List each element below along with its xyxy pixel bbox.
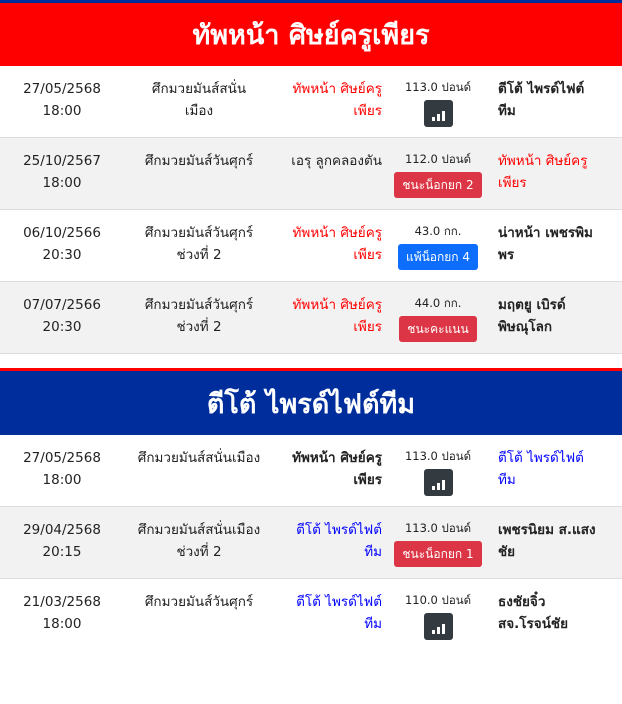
- fighter-section-2: [0, 368, 622, 651]
- fighter-right[interactable]: ธงชัยจิ๋ว สจ.โรจน์ชัย: [498, 594, 568, 632]
- weight-label: 44.0 กก.: [414, 296, 462, 310]
- fighter-left[interactable]: เอรุ ลูกคลองตัน: [291, 153, 382, 169]
- stats-button[interactable]: [424, 469, 453, 496]
- fighter-left[interactable]: ทัพหน้า ศิษย์ครู เพียร: [292, 450, 382, 488]
- result-cell: [382, 579, 494, 651]
- result-badge: ชนะคะแนน: [399, 316, 476, 342]
- fighter-left[interactable]: ทัพหน้า ศิษย์ครู เพียร: [292, 297, 382, 335]
- fight-date: 25/10/2567 18:00: [23, 153, 101, 191]
- fight-row: [0, 579, 622, 651]
- fighter-title: ทัพหน้า ศิษย์ครูเพียร: [0, 0, 622, 66]
- fighter-left[interactable]: ตีโต้ ไพรด์ไฟต์ ทีม: [296, 522, 382, 560]
- result-badge: ชนะน็อกยก 2: [394, 172, 481, 198]
- event-name: ศึกมวยมันส์สนั่น เมือง: [151, 81, 247, 119]
- fight-row: [0, 507, 622, 579]
- fighter-left[interactable]: ทัพหน้า ศิษย์ครู เพียร: [292, 81, 382, 119]
- fighter-right[interactable]: ตีโต้ ไพรด์ไฟต์ ทีม: [498, 450, 584, 488]
- fight-row: [0, 138, 622, 210]
- result-badge: ชนะน็อกยก 1: [394, 541, 481, 567]
- result-badge: แพ้น็อกยก 4: [398, 244, 478, 270]
- weight-label: 113.0 ปอนด์: [404, 449, 472, 463]
- fighter-right[interactable]: มฤตยู เบิรด์ พิษณุโลก: [498, 297, 566, 335]
- bar-chart-icon: [432, 480, 445, 490]
- fighter-left[interactable]: ทัพหน้า ศิษย์ครู เพียร: [292, 225, 382, 263]
- weight-label: 110.0 ปอนด์: [404, 593, 472, 607]
- event-name: ศึกมวยมันส์วันศุกร์ ช่วงที่ 2: [144, 297, 254, 335]
- fight-row: [0, 66, 622, 138]
- fight-row: [0, 282, 622, 354]
- result-cell: [382, 210, 494, 281]
- weight-label: 112.0 ปอนด์: [404, 152, 472, 166]
- fight-row: [0, 210, 622, 282]
- weight-label: 113.0 ปอนด์: [404, 521, 472, 535]
- section-spacer: [0, 354, 622, 368]
- event-name: ศึกมวยมันส์วันศุกร์: [144, 594, 254, 610]
- fighter-left[interactable]: ตีโต้ ไพรด์ไฟต์ ทีม: [296, 594, 382, 632]
- event-name: ศึกมวยมันส์สนั่นเมือง: [137, 450, 261, 466]
- fighter-right[interactable]: ตีโต้ ไพรด์ไฟต์ ทีม: [498, 81, 585, 119]
- event-name: ศึกมวยมันส์วันศุกร์ ช่วงที่ 2: [144, 225, 254, 263]
- stats-button[interactable]: [424, 100, 453, 127]
- fighter-title: ตีโต้ ไพรด์ไฟต์ทีม: [0, 368, 622, 435]
- fighter-right[interactable]: ทัพหน้า ศิษย์ครู เพียร: [498, 153, 588, 191]
- stats-button[interactable]: [424, 613, 453, 640]
- result-cell: [382, 435, 494, 506]
- result-cell: [382, 138, 494, 209]
- weight-label: 113.0 ปอนด์: [404, 80, 472, 94]
- event-name: ศึกมวยมันส์สนั่นเมือง ช่วงที่ 2: [137, 522, 261, 560]
- bar-chart-icon: [432, 111, 445, 121]
- fight-row: [0, 435, 622, 507]
- result-cell: [382, 282, 494, 353]
- fight-date: 06/10/2566 20:30: [23, 225, 101, 263]
- fight-date: 27/05/2568 18:00: [23, 450, 101, 488]
- fight-date: 27/05/2568 18:00: [23, 81, 101, 119]
- fighter-right[interactable]: เพชรนิยม ส.แสง ชัย: [498, 522, 596, 560]
- event-name: ศึกมวยมันส์วันศุกร์: [144, 153, 254, 169]
- result-cell: [382, 66, 494, 137]
- fight-date: 07/07/2566 20:30: [23, 297, 101, 335]
- weight-label: 43.0 กก.: [414, 224, 462, 238]
- fight-date: 21/03/2568 18:00: [23, 594, 101, 632]
- fight-date: 29/04/2568 20:15: [23, 522, 101, 560]
- fighter-right[interactable]: น่าหน้า เพชรพิม พร: [498, 225, 593, 263]
- bar-chart-icon: [432, 624, 445, 634]
- result-cell: [382, 507, 494, 578]
